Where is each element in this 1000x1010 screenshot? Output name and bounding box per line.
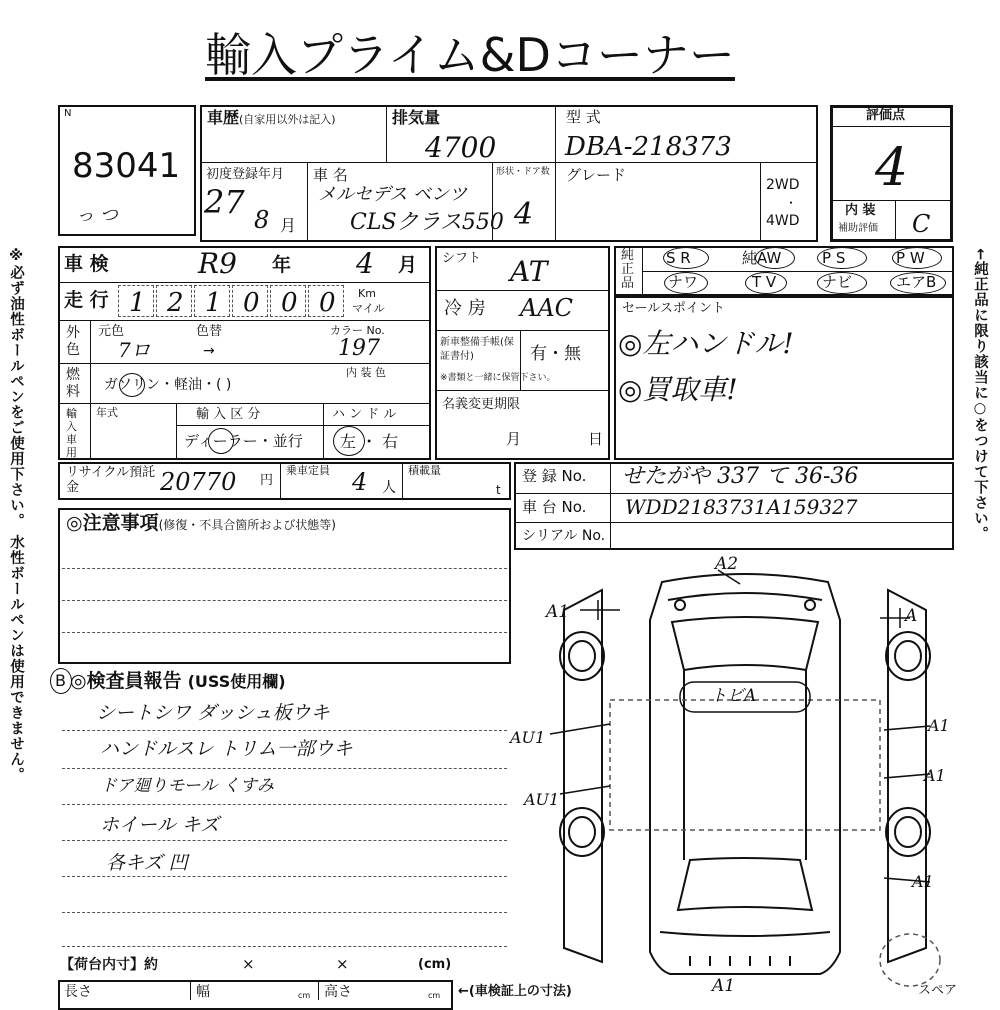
color-arrow: → bbox=[203, 343, 215, 359]
model-value: DBA-218373 bbox=[565, 132, 732, 162]
mileage-unit-km: Km bbox=[358, 287, 376, 300]
doors-label: 形状・ドア数 bbox=[496, 167, 550, 177]
inspector-label: ◎検査員報告 (USS使用欄) bbox=[70, 670, 286, 692]
diagram-mark-left-front: A1 bbox=[546, 602, 570, 622]
doors-value: 4 bbox=[514, 197, 534, 232]
import-type-label: 輸 入 区 分 bbox=[196, 407, 261, 422]
first-reg-month: 8 bbox=[254, 206, 270, 234]
aux-label: 補助評価 bbox=[838, 223, 878, 234]
left-side-note: ※必ず油性ボールペンをご使用下さい。 水性ボールペンは使用できません。 bbox=[8, 248, 24, 783]
lot-label: N bbox=[64, 108, 72, 119]
aircon-label: 冷 房 bbox=[444, 298, 486, 319]
car-name-label: 車 名 bbox=[313, 166, 348, 184]
cargo-note: ←(車検証上の寸法) bbox=[458, 984, 572, 999]
mileage-label: 走 行 bbox=[64, 289, 109, 311]
cargo-x2: × bbox=[336, 955, 349, 973]
lot-number: 83041 bbox=[72, 146, 181, 186]
equip-navi: ナビ bbox=[822, 273, 853, 291]
diagram-mark-right-rear: A1 bbox=[912, 872, 934, 891]
grade-label: グレード bbox=[566, 166, 627, 184]
color-code-value: 197 bbox=[338, 336, 380, 361]
color-label: 外 色 bbox=[66, 325, 80, 358]
page-title: 輸入プライム&Dコーナー bbox=[205, 28, 735, 82]
cargo-width-label: 幅 bbox=[196, 984, 210, 1000]
aircon-value: AAC bbox=[520, 294, 574, 322]
drive-4wd: 4WD bbox=[766, 213, 800, 229]
warranty-options: 有・無 bbox=[530, 344, 581, 364]
color-orig-value: 7ロ bbox=[118, 338, 151, 362]
cargo-cm-2: cm bbox=[428, 991, 441, 1000]
first-reg-year: 27 bbox=[204, 183, 245, 221]
name-change-label: 名義変更期限 bbox=[442, 397, 521, 412]
inspector-line-4: ホイール キズ bbox=[100, 814, 220, 836]
load-unit: t bbox=[496, 483, 501, 497]
color-code-label: カラー No. bbox=[330, 324, 385, 337]
equip-sr: S R bbox=[666, 249, 691, 267]
diagram-mark-bottom: A1 bbox=[712, 976, 736, 996]
color-change-label: 色替 bbox=[196, 324, 223, 339]
equip-pw: P W bbox=[896, 249, 925, 267]
cargo-unit: (cm) bbox=[418, 957, 452, 972]
fuel-circle bbox=[119, 373, 145, 397]
equip-tv: T V bbox=[752, 273, 777, 291]
diagram-mark-right-door1: A1 bbox=[928, 716, 950, 735]
equip-airbag: エアB bbox=[896, 273, 937, 291]
capacity-value: 4 bbox=[352, 468, 368, 496]
diagram-mark-right-door2: A1 bbox=[924, 766, 946, 785]
shift-value: AT bbox=[510, 255, 548, 288]
fuel-options: ガソリン・軽油・( ) bbox=[104, 377, 232, 393]
registration-value: せたがや 337 て 36-36 bbox=[622, 464, 859, 489]
drive-2wd: 2WD bbox=[766, 177, 800, 193]
import-type-circle bbox=[208, 428, 234, 454]
shaken-month-unit: 月 bbox=[398, 254, 418, 276]
spare-label: スペア bbox=[918, 983, 958, 998]
equip-aw: 純AW bbox=[742, 249, 782, 267]
displacement-value: 4700 bbox=[425, 131, 497, 164]
shaken-month: 4 bbox=[356, 247, 374, 280]
fuel-label: 燃 料 bbox=[66, 367, 80, 400]
car-name-line1: メルセデス ベンツ bbox=[318, 184, 468, 205]
warranty-label: 新車整備手帳(保証書付) bbox=[440, 337, 514, 362]
first-reg-month-unit: 月 bbox=[280, 216, 297, 235]
lot-box bbox=[58, 105, 196, 236]
sales-label: セールスポイント bbox=[622, 301, 725, 316]
cargo-length-label: 長さ bbox=[64, 984, 92, 1000]
diagram-mark-right-front: A bbox=[905, 606, 918, 626]
diagram-mark-top: A2 bbox=[715, 554, 739, 574]
cargo-dims-box bbox=[58, 980, 453, 1010]
sales-line-1: ◎左ハンドル! bbox=[618, 327, 794, 360]
equip-ps: P S bbox=[822, 249, 846, 267]
car-diagram bbox=[540, 560, 950, 1000]
diagram-mark-left-door1: AU1 bbox=[510, 728, 546, 747]
chassis-value: WDD2183731A159327 bbox=[625, 495, 858, 519]
recycle-value: 20770 bbox=[160, 468, 237, 496]
inspector-line-5: 各キズ 凹 bbox=[106, 852, 188, 874]
score-value: 4 bbox=[875, 138, 909, 198]
import-handle-circle bbox=[333, 426, 365, 456]
import-handle-options: 左 ・ 右 bbox=[340, 432, 399, 451]
interior-label: 内 装 bbox=[845, 203, 876, 218]
inspector-line-3: ドア廻りモール くすみ bbox=[100, 776, 274, 796]
mileage-digits: 1 2 1 0 0 0 bbox=[118, 285, 346, 317]
registration-label: 登 録 No. bbox=[522, 467, 587, 485]
drive-dot: ・ bbox=[785, 196, 798, 210]
import-label: 輸入車用 bbox=[66, 407, 77, 459]
history-label: 車歴(自家用以外は記入) bbox=[207, 108, 336, 127]
notes-label: ◎注意事項(修復・不具合箇所および状態等) bbox=[66, 512, 336, 534]
name-change-month: 月 bbox=[506, 430, 522, 448]
cargo-x1: × bbox=[242, 955, 255, 973]
import-handle-label: ハ ン ド ル bbox=[332, 407, 397, 422]
shaken-year-unit: 年 bbox=[272, 254, 292, 276]
lot-handwritten: っ つ bbox=[76, 205, 118, 226]
diagram-mark-left-door2: AU1 bbox=[524, 790, 560, 809]
inspector-line-1: シートシワ ダッシュ板ウキ bbox=[96, 702, 330, 724]
color-orig-label: 元色 bbox=[98, 324, 125, 339]
capacity-unit: 人 bbox=[382, 480, 396, 496]
import-type-options: ディーラー・並行 bbox=[184, 432, 303, 450]
car-name-line2: CLSクラス550 bbox=[350, 210, 504, 235]
inspector-line-2: ハンドルスレ トリム一部ウキ bbox=[100, 738, 353, 760]
equipment-label: 純正品 bbox=[621, 248, 635, 291]
warranty-note: ※書類と一緒に保管下さい。 bbox=[440, 373, 556, 383]
interior-value: C bbox=[912, 210, 931, 238]
model-label: 型 式 bbox=[566, 108, 601, 126]
sales-line-2: ◎買取車! bbox=[618, 373, 738, 406]
capacity-label: 乗車定員 bbox=[286, 464, 330, 477]
diagram-mark-roof: トビA bbox=[710, 686, 757, 706]
mileage-unit-mile: マイル bbox=[352, 302, 385, 315]
recycle-label: リサイクル預託金 bbox=[66, 465, 156, 495]
equip-nawa: ナワ bbox=[668, 273, 699, 291]
recycle-unit: 円 bbox=[260, 473, 274, 488]
score-label: 評価点 bbox=[866, 108, 906, 123]
first-reg-label: 初度登録年月 bbox=[206, 167, 285, 182]
load-label: 積載量 bbox=[408, 464, 441, 477]
interior-color-label: 内 装 色 bbox=[346, 366, 386, 379]
shaken-era: R9 bbox=[198, 247, 237, 280]
chassis-label: 車 台 No. bbox=[522, 498, 587, 516]
right-side-note: ←純正品に限り該当に○をつけて下さい。 bbox=[972, 248, 988, 542]
displacement-label: 排気量 bbox=[392, 108, 441, 127]
cargo-height-label: 高さ bbox=[324, 984, 352, 1000]
shaken-label: 車 検 bbox=[64, 253, 109, 275]
serial-label: シリアル No. bbox=[522, 528, 606, 544]
inspector-badge-text: B bbox=[55, 671, 66, 690]
cargo-label: 【荷台内寸】約 bbox=[60, 957, 158, 973]
import-year-label: 年式 bbox=[96, 406, 118, 419]
name-change-day: 日 bbox=[588, 430, 604, 448]
shift-label: シフト bbox=[442, 251, 482, 266]
cargo-cm-1: cm bbox=[298, 991, 311, 1000]
